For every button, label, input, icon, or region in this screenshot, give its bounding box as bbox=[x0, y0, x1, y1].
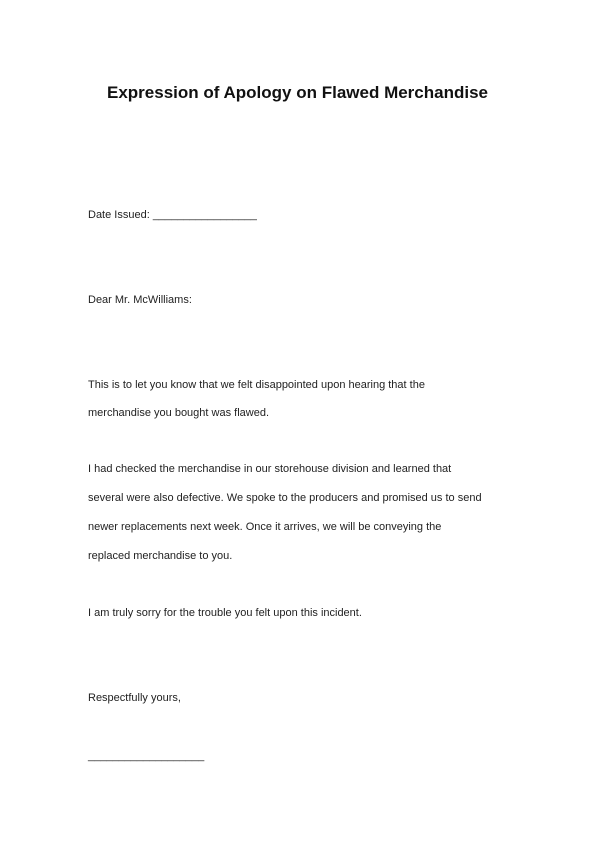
document-title: Expression of Apology on Flawed Merchandise bbox=[107, 83, 488, 102]
closing: Respectfully yours, bbox=[88, 692, 181, 704]
paragraph-2-line-1: I had checked the merchandise in our storehouse division and learned that bbox=[88, 463, 452, 475]
salutation: Dear Mr. McWilliams: bbox=[88, 294, 192, 306]
paragraph-2-line-3: newer replacements next week. Once it arrives, we will be conveying the bbox=[88, 521, 442, 533]
date-issued-line: Date Issued: _________________ bbox=[88, 209, 257, 221]
paragraph-1-line-1: This is to let you know that we felt disappointed upon hearing that the bbox=[88, 379, 425, 391]
paragraph-1-line-2: merchandise you bought was flawed. bbox=[88, 407, 269, 419]
paragraph-2-line-2: several were also defective. We spoke to the producers and promised us to send bbox=[88, 492, 482, 504]
signature-line: ___________________ bbox=[88, 750, 205, 762]
paragraph-2-line-4: replaced merchandise to you. bbox=[88, 550, 233, 562]
paragraph-3-line-1: I am truly sorry for the trouble you felt upon this incident. bbox=[88, 607, 362, 619]
